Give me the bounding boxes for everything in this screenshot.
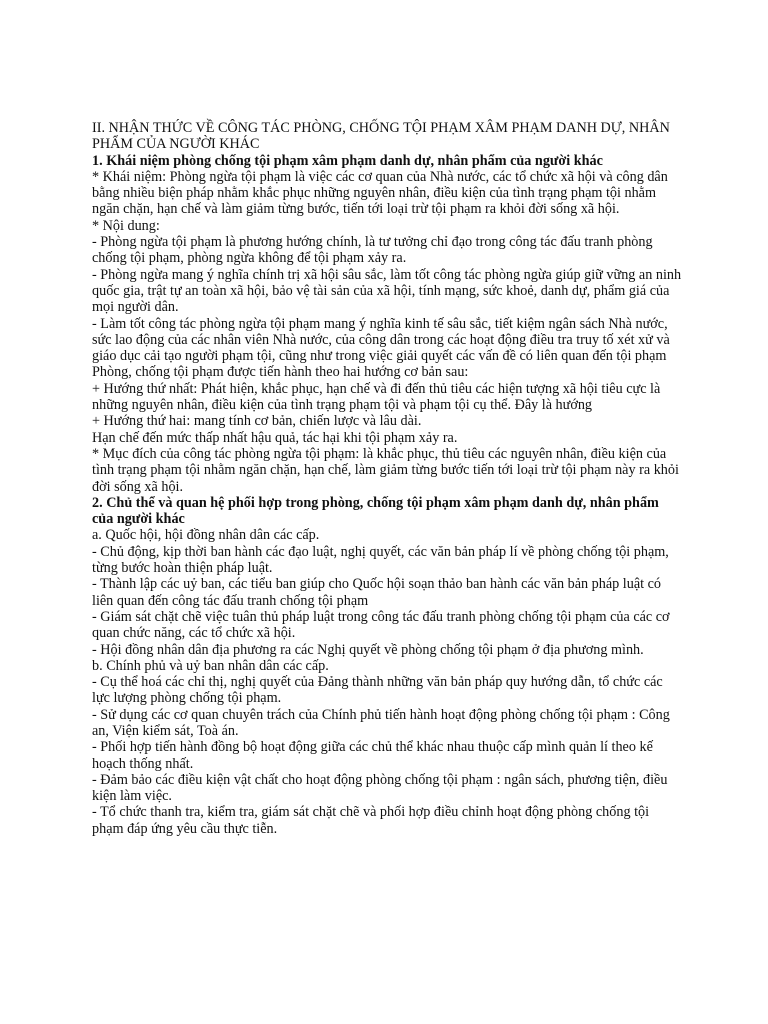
paragraph: - Giám sát chặt chẽ việc tuân thủ pháp luật trong công tác đấu tranh phòng chống tội phạm của các cơ quan chức năng, các tổ chức xã hội. — [92, 608, 670, 642]
paragraph: Phòng, chống tội phạm được tiến hành theo hai hướng cơ bản sau: — [92, 364, 469, 381]
paragraph: - Thành lập các uỷ ban, các tiểu ban giúp cho Quốc hội soạn thảo ban hành các văn bản pháp luật có liên quan đến công tác đấu tranh chống tội phạm — [92, 576, 662, 609]
paragraph: - Cụ thể hoá các chỉ thị, nghị quyết của Đảng thành những văn bản pháp quy hướng dẫn, tổ chức các lực lượng phòng chống tội phạm. — [92, 674, 663, 707]
paragraph: - Sử dụng các cơ quan chuyên trách của Chính phủ tiến hành hoạt động phòng chống tội phạm : Công an, Viện kiểm sát, Toà án. — [92, 706, 670, 739]
paragraph: - Phòng ngừa tội phạm là phương hướng chính, là tư tưởng chỉ đạo trong công tác đấu tranh phòng chống tội phạm, phòng ngừa không để tội phạm xảy ra. — [92, 234, 653, 267]
paragraph: - Đảm bảo các điều kiện vật chất cho hoạt động phòng chống tội phạm : ngân sách, phương tiện, điều kiện làm việc. — [92, 771, 668, 805]
paragraph: - Phối hợp tiến hành đồng bộ hoạt động giữa các chủ thể khác nhau thuộc cấp mình quản lí theo kế hoạch thống nhất. — [92, 739, 653, 772]
paragraph: - Phòng ngừa mang ý nghĩa chính trị xã hội sâu sắc, làm tốt công tác phòng ngừa giúp giữ vững an ninh quốc gia, trật tự an toàn xã hội, bảo vệ tài sản của xã hội, tính mạng, sức khoẻ, danh dự, phẩm giá của mọi người dân. — [92, 266, 682, 316]
document-page — [92, 120, 682, 837]
paragraph: - Làm tốt công tác phòng ngừa tội phạm mang ý nghĩa kinh tế sâu sắc, tiết kiệm ngân sách Nhà nước, sức lao động của các nhân viên Nhà nước, của công dân trong các hoạt động điều tra truy tố xét xử và giáo dục cải tạo người phạm tội, cũng như trong việc giải quyết các vấn đề có liên quan đến tội phạm — [92, 315, 670, 365]
paragraph: - Hội đồng nhân dân địa phương ra các Nghị quyết về phòng chống tội phạm ở địa phương mình. — [92, 641, 644, 658]
section-heading: II. NHẬN THỨC VỀ CÔNG TÁC PHÒNG, CHỐNG TỘI PHẠM XÂM PHẠM DANH DỰ, NHÂN PHẨM CỦA NGƯỜI KHÁC — [92, 120, 670, 153]
paragraph: + Hướng thứ hai: mang tính cơ bản, chiến lược và lâu dài. — [92, 413, 422, 430]
paragraph: Hạn chế đến mức thấp nhất hậu quả, tác hại khi tội phạm xảy ra. — [92, 429, 458, 446]
paragraph: * Khái niệm: Phòng ngừa tội phạm là việc các cơ quan của Nhà nước, các tổ chức xã hội và công dân bằng nhiều biện pháp nhằm khắc phục những nguyên nhân, điều kiện của tình trạng phạm tội nhằm ngăn chặn, hạn chế và làm giảm từng bước, tiến tới loại trừ tội phạm ra khỏi đời sống xã hội. — [92, 168, 668, 218]
subsection-heading-2: 2. Chủ thể và quan hệ phối hợp trong phòng, chống tội phạm xâm phạm danh dự, nhân phẩm của người khác — [92, 494, 659, 528]
paragraph: b. Chính phủ và uỷ ban nhân dân các cấp. — [92, 657, 329, 674]
paragraph: - Tổ chức thanh tra, kiểm tra, giám sát chặt chẽ và phối hợp điều chỉnh hoạt động phòng chống tội phạm đáp ứng yêu cầu thực tiễn. — [92, 804, 650, 837]
paragraph: a. Quốc hội, hội đồng nhân dân các cấp. — [92, 527, 320, 544]
paragraph: * Nội dung: — [92, 217, 160, 234]
paragraph: * Mục đích của công tác phòng ngừa tội phạm: là khắc phục, thủ tiêu các nguyên nhân, điều kiện của tình trạng phạm tội nhằm ngăn chặn, hạn chế, làm giảm từng bước tiến tới loại trừ tội phạm này ra khỏi đời sống xã hội. — [92, 445, 679, 495]
paragraph: - Chủ động, kịp thời ban hành các đạo luật, nghị quyết, các văn bản pháp lí về phòng chống tội phạm, từng bước hoàn thiện pháp luật. — [92, 543, 669, 577]
subsection-heading-1: 1. Khái niệm phòng chống tội phạm xâm phạm danh dự, nhân phẩm của người khác — [92, 152, 603, 169]
paragraph: + Hướng thứ nhất: Phát hiện, khắc phục, hạn chế và đi đến thủ tiêu các hiện tượng xã hội tiêu cực là những nguyên nhân, điều kiện của tình trạng phạm tội và phạm tội cụ thể. Đây là hướng — [92, 380, 661, 414]
